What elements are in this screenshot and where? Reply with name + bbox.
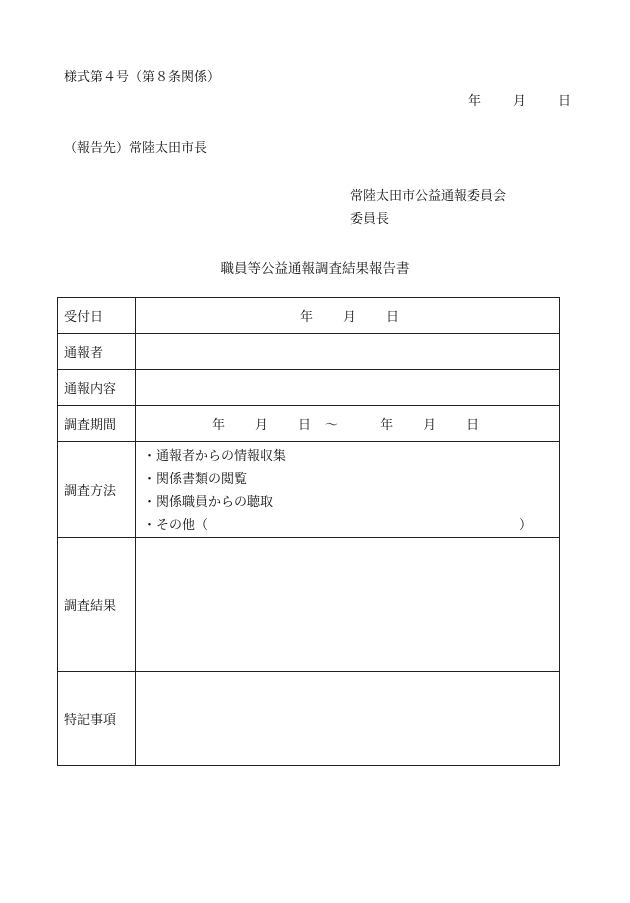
method-item[interactable]: ・通報者からの情報収集 [143, 449, 287, 464]
date-year: 年 [468, 94, 482, 109]
period-start-year: 年 [212, 418, 226, 433]
label-reception-date: 受付日 [58, 298, 136, 334]
report-form-table [57, 297, 560, 766]
label-investigation-result: 調査結果 [58, 538, 136, 672]
label-report-content: 通報内容 [58, 370, 136, 406]
date-month: 月 [513, 94, 527, 109]
period-end-year: 年 [380, 418, 394, 433]
period-end-month: 月 [423, 418, 437, 433]
row-special-notes [58, 672, 560, 766]
row-report-content [58, 370, 560, 406]
row-reception-date [58, 298, 560, 334]
investigation-period-field[interactable] [136, 406, 560, 442]
row-investigation-method [58, 442, 560, 538]
label-special-notes: 特記事項 [58, 672, 136, 766]
whistleblower-field[interactable] [136, 334, 560, 370]
method-other-open: ・その他（ [143, 518, 209, 533]
investigation-result-field[interactable] [136, 538, 560, 672]
reception-date-field[interactable] [136, 298, 560, 334]
method-item[interactable]: ・関係書類の閲覧 [143, 472, 248, 487]
report-content-field[interactable] [136, 370, 560, 406]
period-start-month: 月 [255, 418, 269, 433]
row-investigation-result [58, 538, 560, 672]
reception-year: 年 [300, 310, 314, 325]
method-other-close: ） [519, 518, 533, 533]
investigation-method-field [136, 442, 560, 538]
reception-month: 月 [343, 310, 357, 325]
method-item[interactable]: ・関係職員からの聴取 [143, 495, 274, 510]
reception-day: 日 [386, 310, 400, 325]
report-recipient: （報告先）常陸太田市長 [64, 141, 208, 156]
label-whistleblower: 通報者 [58, 334, 136, 370]
document-title: 職員等公益通報調査結果報告書 [220, 261, 410, 277]
period-start-day: 日 [298, 418, 312, 433]
sender-organization: 常陸太田市公益通報委員会 [350, 189, 507, 204]
date-day: 日 [558, 94, 572, 109]
form-number: 様式第４号（第８条関係） [64, 70, 221, 85]
label-investigation-period: 調査期間 [58, 406, 136, 442]
special-notes-field[interactable] [136, 672, 560, 766]
row-whistleblower [58, 334, 560, 370]
method-item-other[interactable] [143, 514, 559, 537]
period-end-day: 日 [466, 418, 480, 433]
period-tilde: ～ [325, 418, 339, 433]
label-investigation-method: 調査方法 [58, 442, 136, 538]
report-date [468, 90, 571, 109]
row-investigation-period [58, 406, 560, 442]
sender-title: 委員長 [350, 212, 390, 227]
